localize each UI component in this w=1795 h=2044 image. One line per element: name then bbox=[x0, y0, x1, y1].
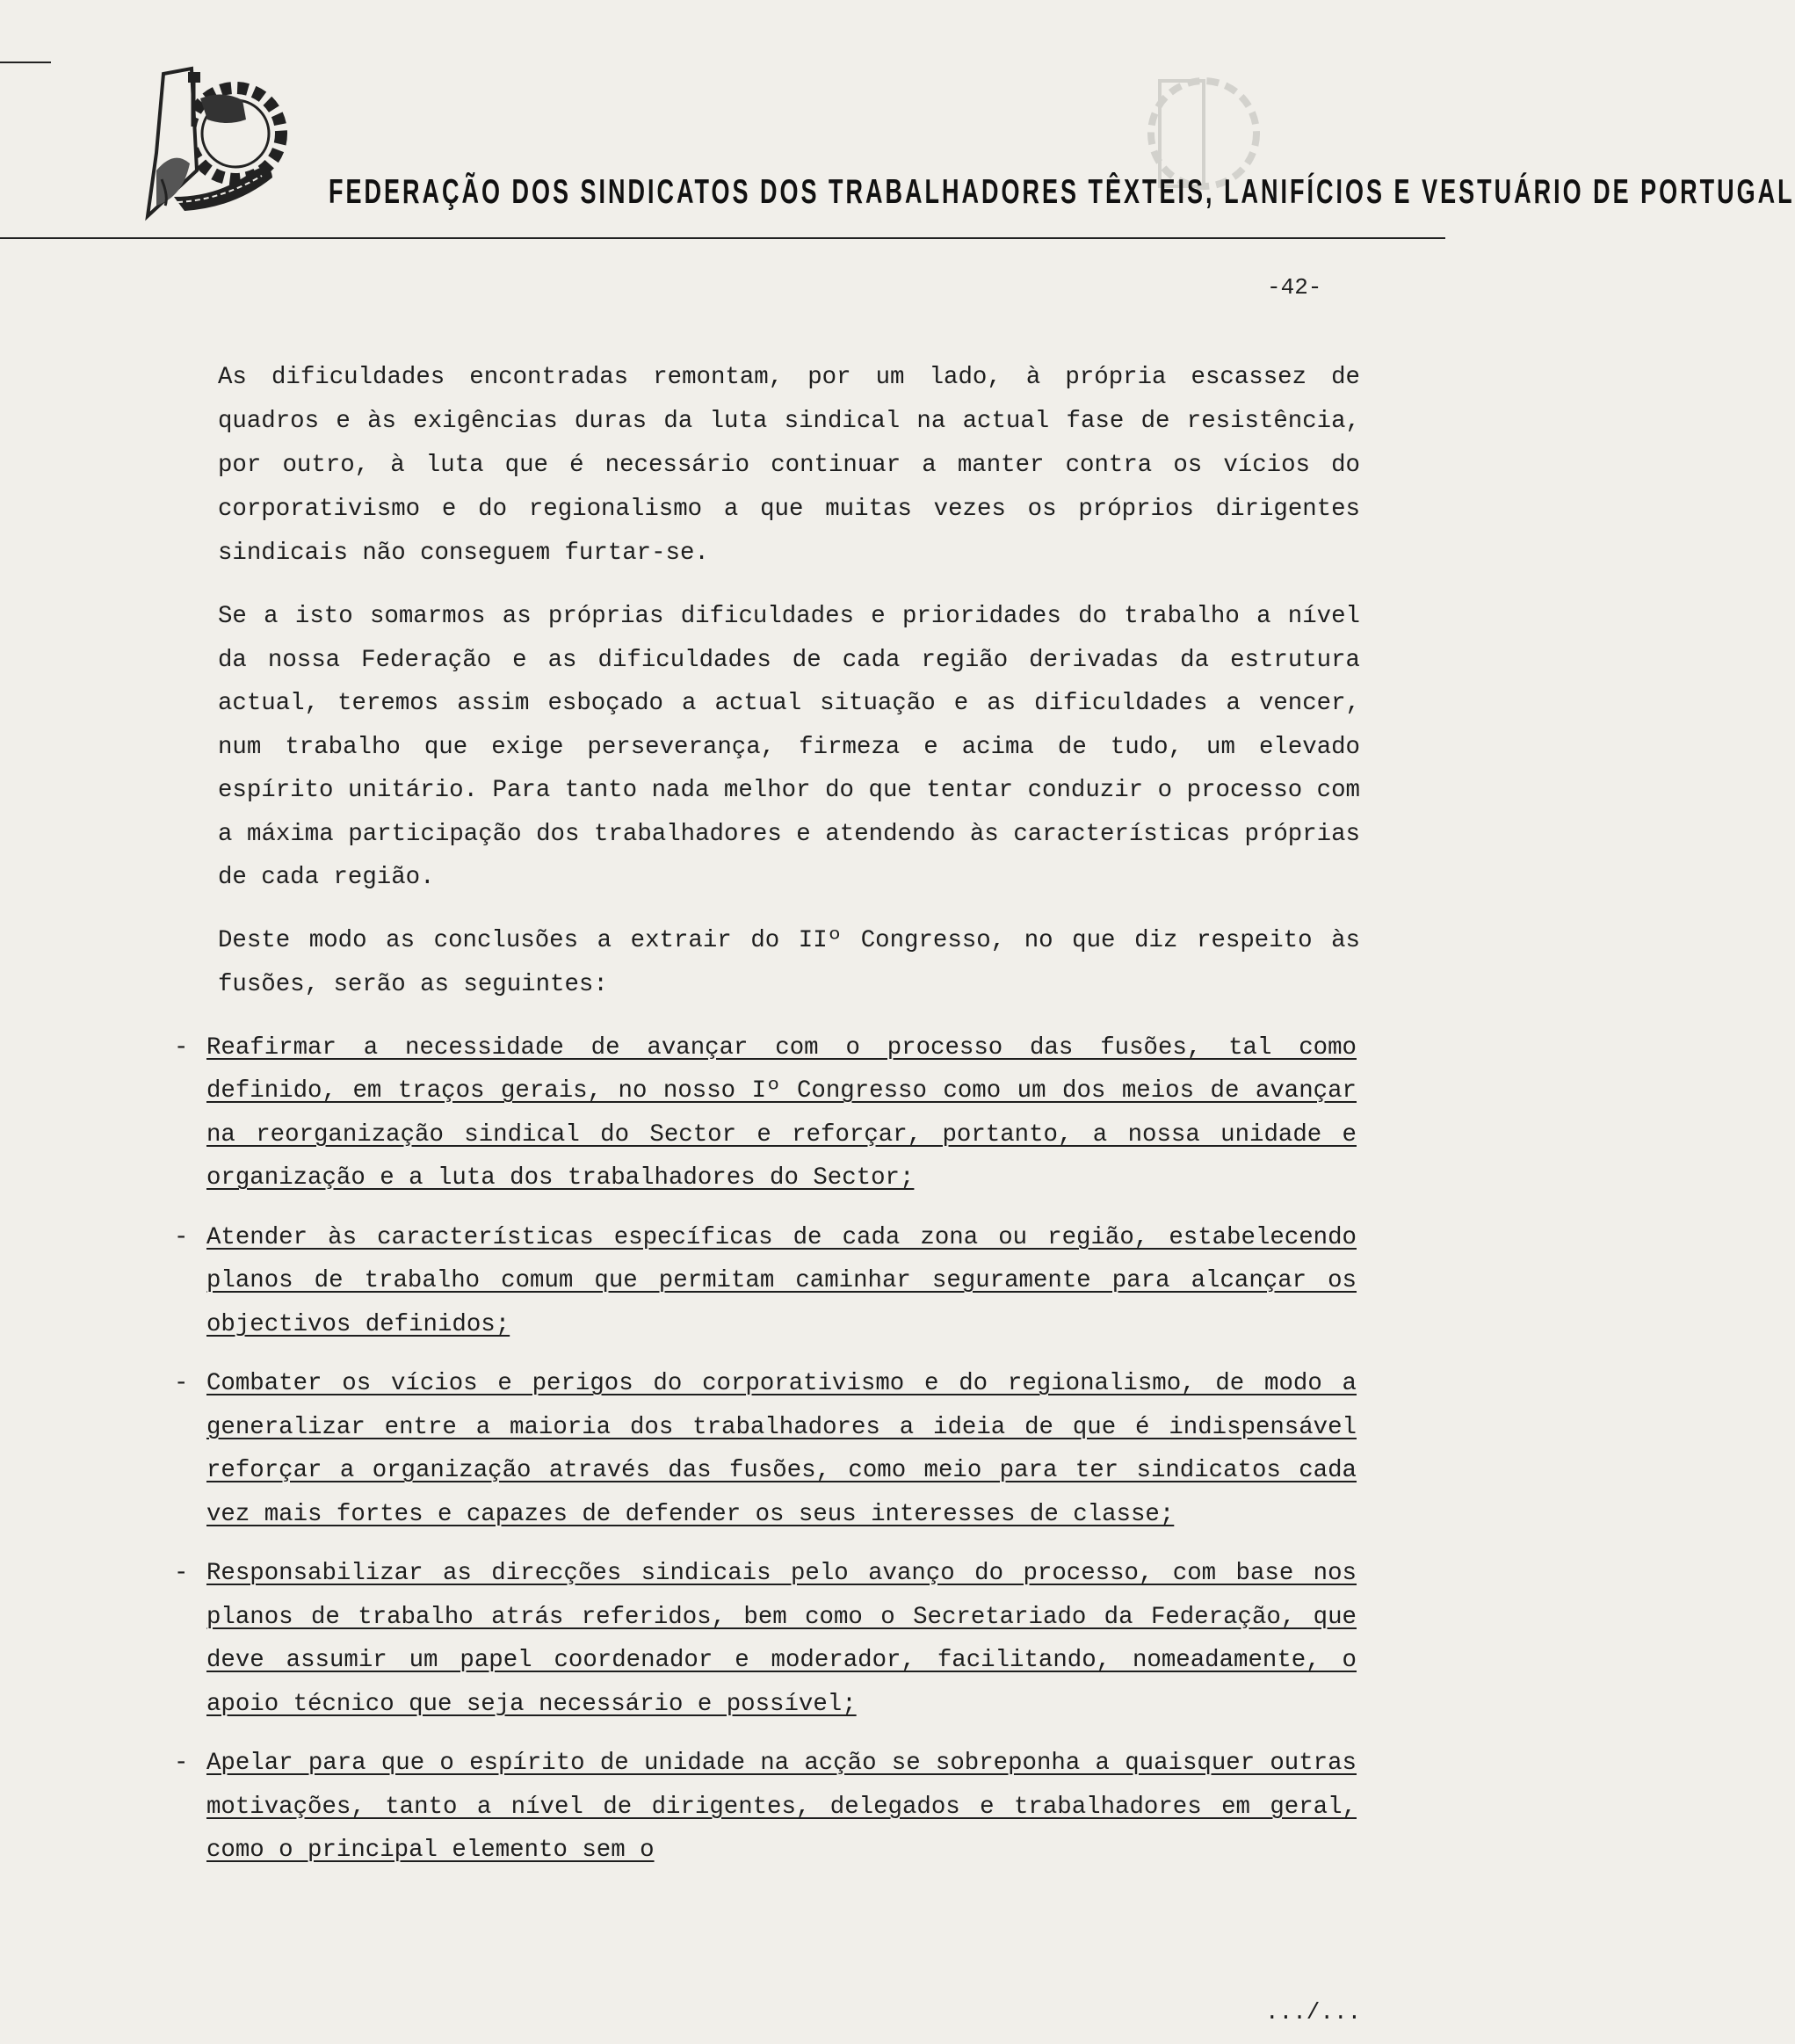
bullet-dash: - bbox=[174, 1560, 189, 1587]
bullet-dash: - bbox=[174, 1033, 189, 1062]
header-divider bbox=[0, 237, 1445, 239]
conclusions-list bbox=[174, 1026, 1360, 1873]
list-item bbox=[0, 1742, 1357, 1873]
bullet-dash: - bbox=[174, 1223, 189, 1251]
continuation-mark: .../... bbox=[1265, 1999, 1362, 2026]
paragraph: Se a isto somarmos as próprias dificuldades e prioridades do trabalho a nível da nossa Federação e as dificuldades de cada região derivadas da estrutura actual, teremos assim esboçado a actual situação e as dificuldades a vencer, num trabalho que exige perseverança, firmeza e acima de tudo, um elevado espírito unitário. Para tanto nada melhor do que tentar conduzir o processo com a máxima participação dos trabalhadores e atendendo às características próprias de cada região. bbox=[218, 603, 1360, 891]
list-item bbox=[0, 1216, 1357, 1347]
list-item-text: Reafirmar a necessidade de avançar com o processo das fusões, tal como definido, em traços gerais, no nosso Iº Congresso como um dos meios de avançar na reorganização sindical do Sector e reforçar, portanto, a nossa unidade e organização e a luta dos trabalhadores do Sector; bbox=[206, 1033, 1357, 1192]
document-body bbox=[174, 356, 1360, 1888]
paragraph: As dificuldades encontradas remontam, por um lado, à própria escassez de quadros e às exigências duras da luta sindical na actual fase de resistência, por outro, à luta que é necessário continuar a manter contra os vícios do corporativismo e do regionalismo a que muitas vezes os próprios dirigentes sindicais não conseguem furtar-se. bbox=[218, 364, 1360, 567]
list-item bbox=[0, 1362, 1357, 1536]
paragraph: Deste modo as conclusões a extrair do IIº Congresso, no que diz respeito às fusões, serão as seguintes: bbox=[218, 926, 1360, 998]
list-item-text: Apelar para que o espírito de unidade na acção se sobreponha a quaisquer outras motivações, tanto a nível de dirigentes, delegados e trabalhadores em geral, como o principal elemento sem o bbox=[206, 1750, 1357, 1864]
list-item-text: Atender às características específicas de cada zona ou região, estabelecendo planos de trabalho comum que permitam caminhar seguramente para alcançar os objectivos definidos; bbox=[206, 1223, 1357, 1338]
page-number: -42- bbox=[1267, 274, 1322, 301]
bullet-dash: - bbox=[174, 1750, 189, 1777]
page-edge-mark bbox=[0, 62, 51, 63]
federation-emblem-icon bbox=[139, 65, 297, 221]
bullet-dash: - bbox=[174, 1370, 189, 1397]
list-item bbox=[0, 1552, 1357, 1726]
list-item-text: Combater os vícios e perigos do corporativismo e do regionalismo, de modo a generalizar entre a maioria dos trabalhadores a ideia de que é indispensável reforçar a organização através das fusões, como meio para ter sindicatos cada vez mais fortes e capazes de defender os seus interesses de classe; bbox=[206, 1370, 1357, 1528]
list-item-text: Responsabilizar as direcções sindicais pelo avanço do processo, com base nos planos de trabalho atrás referidos, bem como o Secretariado da Federação, que deve assumir um papel coordenador e moderador, facilitando, nomeadamente, o apoio técnico que seja necessário e possível; bbox=[206, 1560, 1357, 1718]
list-item bbox=[0, 1026, 1357, 1200]
organization-title: FEDERAÇÃO DOS SINDICATOS DOS TRABALHADORES TÊXTEIS, LANIFÍCIOS E VESTUÁRIO DE PORTUGAL bbox=[329, 172, 1795, 211]
